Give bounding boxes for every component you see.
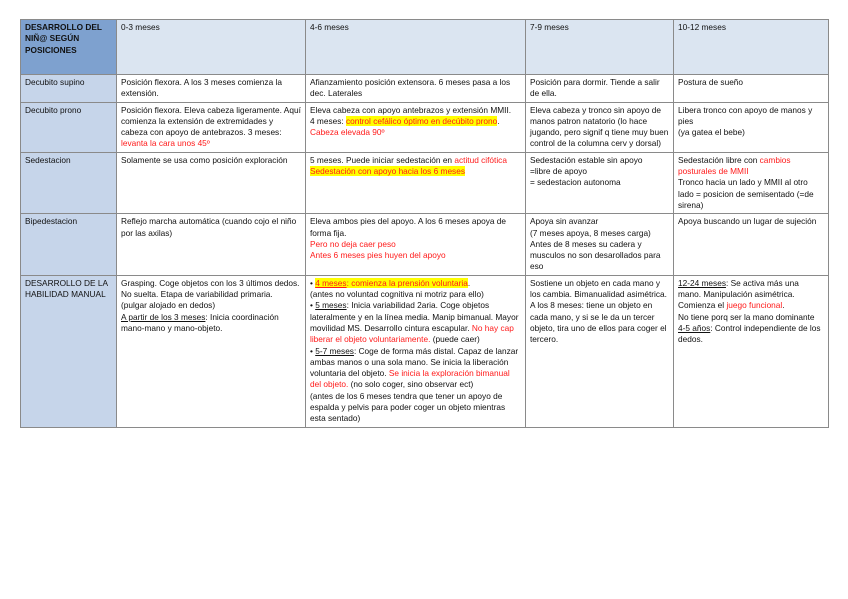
cell-manual-4-6: • 4 meses: comienza la prensión voluntaria. (antes no voluntad cognitiva ni motriz para ello) • 5 meses: Inicia variabilidad 2aria. Coge objetos lateralmente y en la línea media. Manip bimanual. Mayor movilidad MS. Desarrollo cintura escapular. No hay cap liberar el objeto voluntariamente. (puede caer) • 5-7 meses: Coge de forma más distal. Capaz de lanzar ambas manos o una sola mano. Se inicia la liberación voluntaria del objeto. Se inicia la exploración bimanual del objeto. (no solo coger, sino observar ect) (antes de los 6 meses tendra que tener un apoyo de espalda y pelvis para poder coger un objeto mientras esta sentado) <box>306 275 526 427</box>
text: (ya gatea el bebe) <box>678 127 745 138</box>
table-row-sedestacion <box>21 152 829 213</box>
text: No tiene porq ser la mano dominante <box>678 311 815 322</box>
col-header-7-9: 7-9 meses <box>526 20 674 75</box>
cell-bipedestacion-10-12: Apoya buscando un lugar de sujeción <box>674 214 829 275</box>
red-text: No hay cap liberar el objeto voluntariamente. <box>310 322 514 345</box>
text: . <box>467 277 471 288</box>
cell-prono-7-9: Eleva cabeza y tronco sin apoyo de manos patron natatorio (lo hace jugando, pero signif q tiene muy buen control de la columna cerv y dorsal) <box>526 102 674 152</box>
text: Sedestación libre con <box>678 154 758 165</box>
text: : Control independiente de los dedos. <box>678 322 821 345</box>
cell-supino-10-12: Postura de sueño <box>674 75 829 103</box>
cell-prono-10-12 <box>674 102 829 152</box>
text: 5 meses. Puede iniciar sedestación en <box>310 154 453 165</box>
text: Tronco hacia un lado y MMII al otro lado = posicion de semisentado (=de sirena) <box>678 177 814 210</box>
cell-manual-7-9: Sostiene un objeto en cada mano y los cambia. Bimanualidad asimétrica. A los 8 meses: tiene un objeto en cada mano, y si se le da un tercer objeto, tira uno de ellos para coger el tercero. <box>526 275 674 427</box>
cell-manual-10-12 <box>674 275 829 427</box>
cell-manual-0-3 <box>117 275 306 427</box>
cell-supino-0-3: Posición flexora. A los 3 meses comienza la extensión. <box>117 75 306 103</box>
red-text: Antes 6 meses pies huyen del apoyo <box>310 250 446 261</box>
text: . <box>782 300 785 311</box>
text: : Inicia variabilidad 2aria. Coge objetos lateralmente y en la línea media. Manip bimanual. Mayor movilidad MS. Desarrollo cintura escapular. <box>310 300 519 333</box>
text: (antes de los 6 meses tendra que tener un apoyo de espalda y pelvis para poder coger un objeto mientras esta sentado) <box>310 390 506 424</box>
text: Eleva ambos pies del apoyo. A los 6 meses apoya de forma fija. <box>310 216 507 238</box>
header-row <box>21 20 829 75</box>
text: (puede caer) <box>432 334 480 345</box>
text: . <box>497 115 500 126</box>
text: Eleva cabeza con apoyo antebrazos y extensión MMII. <box>310 104 512 115</box>
text: (antes no voluntad cognitiva ni motriz para ello) <box>310 289 484 300</box>
underlined-text: A partir de los 3 meses <box>121 311 206 322</box>
text: : Se activa más una mano. Manipulación asimétrica. Comienza el <box>678 277 799 311</box>
text: : Inicia coordinación mano-mano y mano-objeto. <box>121 311 279 333</box>
row-label-decubito-supino: Decubito supino <box>21 75 117 103</box>
red-text: Se inicia la exploración bimanual del objeto. <box>310 368 510 390</box>
cell-sedestacion-10-12 <box>674 152 829 213</box>
table-row-decubito-prono <box>21 102 829 152</box>
red-text: cambios posturales de MMII <box>678 154 791 177</box>
underlined-text: 5-7 meses <box>315 345 354 356</box>
col-header-10-12: 10-12 meses <box>674 20 829 75</box>
text: (pulgar alojado en dedos) <box>121 300 216 311</box>
text: Sedestación estable sin apoyo <box>530 154 643 165</box>
text: Antes de 8 meses su cadera y musculos no son desarollados para eso <box>530 238 661 272</box>
underlined-text: 5 meses <box>315 300 347 311</box>
row-label-habilidad-manual: DESARROLLO DE LA HABILIDAD MANUAL <box>21 275 117 427</box>
text: Apoya sin avanzar <box>530 216 599 227</box>
cell-sedestacion-4-6 <box>306 152 526 213</box>
red-text: actitud cifótica <box>454 154 507 165</box>
underlined-text: 4-5 años <box>678 322 711 333</box>
cell-supino-7-9: Posición para dormir. Tiende a salir de ella. <box>526 75 674 103</box>
cell-prono-4-6 <box>306 102 526 152</box>
red-text: Pero no deja caer peso <box>310 238 396 249</box>
corner-header: DESARROLLO DEL NIÑ@ SEGÚN POSICIONES <box>21 20 117 75</box>
underlined-text: 12-24 meses <box>678 277 726 288</box>
text: Libera tronco con apoyo de manos y pies <box>678 104 813 126</box>
text: Posición flexora. Eleva cabeza ligeramente. Aquí comienza la extensión de extremidades y cabeza con apoyo de antebrazos. 3 meses: <box>121 104 301 138</box>
red-text: juego funcional <box>726 300 783 311</box>
cell-bipedestacion-4-6 <box>306 214 526 275</box>
highlighted-text: control cefálico óptimo en decúbito prono <box>345 115 498 126</box>
row-label-decubito-prono: Decubito prono <box>21 102 117 152</box>
text: : Coge de forma más distal. Capaz de lanzar ambas manos o una sola mano. Se inicia la liberación voluntaria del objeto. <box>310 345 519 379</box>
col-header-0-3: 0-3 meses <box>117 20 306 75</box>
row-label-sedestacion: Sedestacion <box>21 152 117 213</box>
development-table <box>20 19 829 428</box>
row-label-bipedestacion: Bipedestacion <box>21 214 117 275</box>
cell-prono-0-3 <box>117 102 306 152</box>
cell-supino-4-6: Afianzamiento posición extensora. 6 meses pasa a los dec. Laterales <box>306 75 526 103</box>
cell-sedestacion-0-3: Solamente se usa como posición exploración <box>117 152 306 213</box>
cell-bipedestacion-0-3: Reflejo marcha automática (cuando cojo el niño por las axilas) <box>117 214 306 275</box>
underlined-highlighted-text: 4 meses <box>315 277 347 288</box>
text: (7 meses apoya, 8 meses carga) <box>530 227 651 238</box>
text: Grasping. Coge objetos con los 3 últimos dedos. No suelta. Etapa de variabilidad primaria. <box>121 277 300 300</box>
text: = sedestacion autonoma <box>530 177 621 188</box>
col-header-4-6: 4-6 meses <box>306 20 526 75</box>
red-text: levanta la cara unos 45º <box>121 138 210 149</box>
cell-sedestacion-7-9 <box>526 152 674 213</box>
highlighted-text: Sedestación con apoyo hacia los 6 meses <box>310 166 465 177</box>
text: =libre de apoyo <box>530 166 587 177</box>
table-row-bipedestacion <box>21 214 829 275</box>
table-row-habilidad-manual <box>21 275 829 427</box>
highlighted-text: : comienza la prensión voluntaria <box>346 277 468 288</box>
text: (no solo coger, sino observar ect) <box>350 379 474 390</box>
red-text: Cabeza elevada 90º <box>310 127 385 138</box>
cell-bipedestacion-7-9 <box>526 214 674 275</box>
table-row-decubito-supino <box>21 75 829 103</box>
text: 4 meses: <box>310 115 344 126</box>
